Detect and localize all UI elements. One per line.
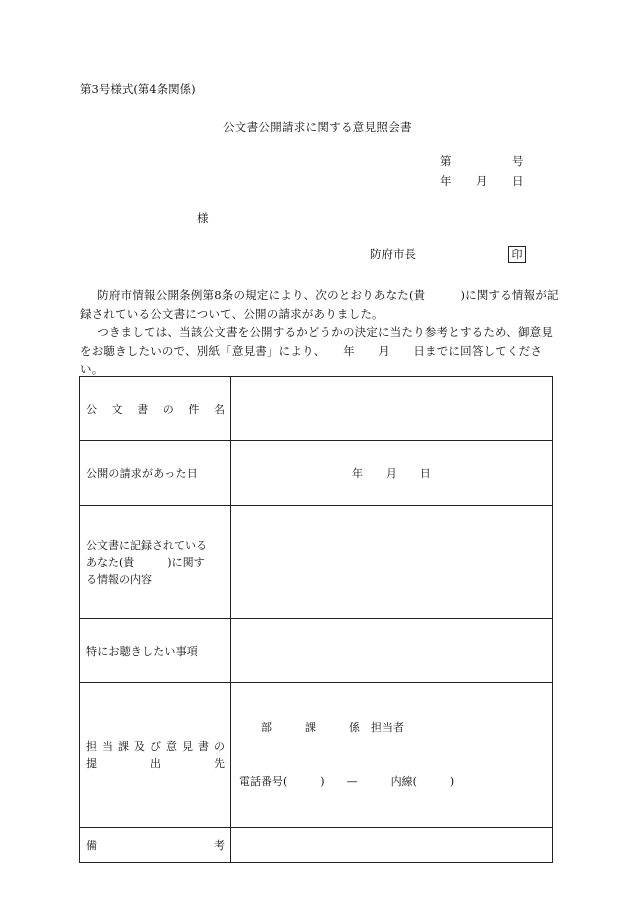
- date-day: 日: [512, 174, 524, 188]
- table-row-document-name: [80, 377, 553, 441]
- sender-name: 防府市長: [370, 247, 416, 261]
- seal-stamp: 印: [508, 246, 526, 263]
- value-document-name[interactable]: [231, 377, 553, 441]
- label-info-content: 公文書に記録されている あなた(貴 )に関す る情報の内容: [80, 506, 231, 619]
- form-number: 第3号様式(第4条関係): [80, 82, 196, 96]
- label-document-name: 公 文 書 の 件 名: [80, 377, 231, 441]
- table-row-request-date: [80, 441, 553, 506]
- value-contact[interactable]: 部 課 係 担当者 電話番号( ) — 内線( ): [231, 683, 553, 828]
- inquiry-table: [79, 376, 553, 863]
- value-request-date[interactable]: 年 月 日: [231, 441, 553, 506]
- label-contact: 担 当 課 及 び 意 見 書 の 提 出 先: [80, 683, 231, 828]
- body-text: [80, 286, 560, 379]
- date-month: 月: [476, 174, 488, 188]
- document-title: 公文書公開請求に関する意見照会書: [223, 120, 412, 134]
- table-row-questions: [80, 619, 553, 683]
- table-row-remarks: [80, 828, 553, 863]
- body-paragraph-1: 防府市情報公開条例第8条の規定により、次のとおりあなた(貴 )に関する情報が記録されている公文書について、公開の請求がありました。: [80, 288, 559, 321]
- value-remarks[interactable]: [231, 828, 553, 863]
- label-questions: 特にお聴きしたい事項: [80, 619, 231, 683]
- document-number-prefix: 第: [440, 154, 452, 168]
- label-remarks: 備 考: [80, 828, 231, 863]
- date-year: 年: [440, 174, 452, 188]
- document-number-suffix: 号: [512, 154, 524, 168]
- label-request-date: 公開の請求があった日: [80, 441, 231, 506]
- body-paragraph-2: つきましては、当該公文書を公開するかどうかの決定に当たり参考とするため、御意見をお聴きしたいので、別紙「意見書」により、 年 月 日までに回答してください。: [80, 325, 554, 376]
- value-questions[interactable]: [231, 619, 553, 683]
- table-row-info-content: [80, 506, 553, 619]
- recipient-honorific: 様: [197, 211, 209, 225]
- table-row-contact: [80, 683, 553, 828]
- value-info-content[interactable]: [231, 506, 553, 619]
